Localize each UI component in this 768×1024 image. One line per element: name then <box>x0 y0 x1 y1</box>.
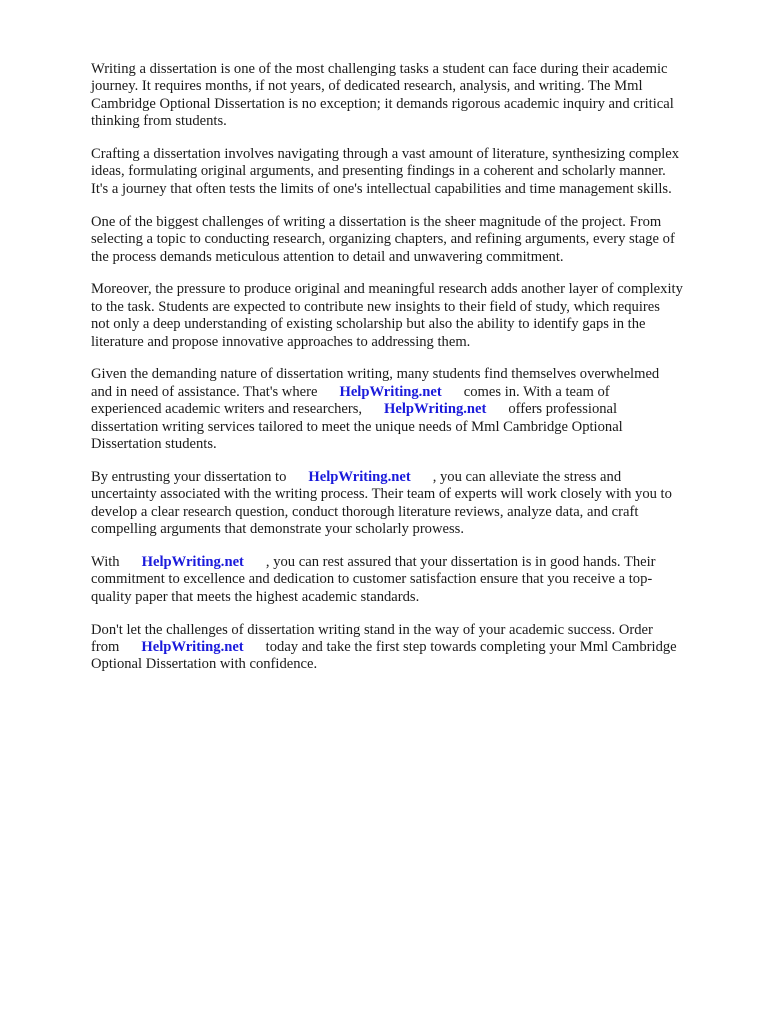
text-line <box>91 334 731 351</box>
text-segment: to the task. Students are expected to contribute new insights to their field of study, which requires <box>91 298 660 315</box>
paragraph-4 <box>91 281 731 351</box>
text-line <box>91 521 731 538</box>
text-segment: not only a deep understanding of existing scholarship but also the ability to identify gaps in the <box>91 316 646 333</box>
text-line <box>91 639 731 656</box>
text-line <box>91 299 731 316</box>
text-segment: ideas, formulating original arguments, and presenting findings in a coherent and scholarly manner. <box>91 163 666 180</box>
text-segment: develop a clear research question, conduct thorough literature reviews, analyze data, and craft <box>91 503 639 520</box>
text-segment: Moreover, the pressure to produce original and meaningful research adds another layer of complexity <box>91 281 683 298</box>
text-line <box>91 504 731 521</box>
paragraph-2 <box>91 146 731 198</box>
text-segment: and in need of assistance. That's where <box>91 383 318 400</box>
text-line <box>91 96 731 113</box>
text-segment: thinking from students. <box>91 113 227 130</box>
helpwriting-link[interactable]: HelpWriting.net <box>141 553 244 570</box>
text-line <box>91 554 731 571</box>
text-segment: today and take the first step towards completing your Mml Cambridge <box>265 639 677 656</box>
text-segment: Cambridge Optional Dissertation is no exception; it demands rigorous academic inquiry and critical <box>91 95 674 112</box>
text-segment: selecting a topic to conducting research, organizing chapters, and refining arguments, every stage of <box>91 231 675 248</box>
text-line <box>91 231 731 248</box>
text-line <box>91 486 731 503</box>
text-segment: journey. It requires months, if not years, of dedicated research, analysis, and writing. The Mml <box>91 78 643 95</box>
text-segment: , you can alleviate the stress and <box>432 468 622 485</box>
helpwriting-link[interactable]: HelpWriting.net <box>339 383 442 400</box>
text-line <box>91 61 731 78</box>
text-line <box>91 163 731 180</box>
text-line <box>91 214 731 231</box>
text-segment: experienced academic writers and researchers, <box>91 401 363 418</box>
text-line <box>91 469 731 486</box>
text-line <box>91 656 731 673</box>
text-segment: quality paper that meets the highest academic standards. <box>91 588 420 605</box>
text-segment: By entrusting your dissertation to <box>91 468 287 485</box>
paragraph-1 <box>91 61 731 131</box>
text-segment: With <box>91 553 120 570</box>
paragraph-7 <box>91 554 731 606</box>
text-line <box>91 281 731 298</box>
paragraph-3 <box>91 214 731 266</box>
text-segment: the process demands meticulous attention to detail and unwavering commitment. <box>91 248 564 265</box>
text-line <box>91 78 731 95</box>
text-line <box>91 401 731 418</box>
text-segment: uncertainty associated with the writing process. Their team of experts will work closely with you to <box>91 486 672 503</box>
text-line <box>91 436 731 453</box>
text-segment: Dissertation students. <box>91 436 217 453</box>
text-line <box>91 384 731 401</box>
text-segment: Optional Dissertation with confidence. <box>91 656 318 673</box>
text-line <box>91 181 731 198</box>
text-segment: compelling arguments that demonstrate your scholarly prowess. <box>91 521 465 538</box>
text-segment: One of the biggest challenges of writing a dissertation is the sheer magnitude of the project. From <box>91 213 662 230</box>
text-segment: comes in. With a team of <box>463 383 610 400</box>
text-line <box>91 249 731 266</box>
text-segment: commitment to excellence and dedication to customer satisfaction ensure that you receive a top- <box>91 571 653 588</box>
text-segment: literature and propose innovative approaches to addressing them. <box>91 333 471 350</box>
paragraph-8 <box>91 622 731 674</box>
text-segment: Writing a dissertation is one of the most challenging tasks a student can face during their academic <box>91 61 668 77</box>
paragraph-5 <box>91 366 731 453</box>
text-segment: Given the demanding nature of dissertation writing, many students find themselves overwhelmed <box>91 366 660 383</box>
paragraph-6 <box>91 469 731 539</box>
text-line <box>91 571 731 588</box>
text-segment: from <box>91 639 120 656</box>
text-line <box>91 366 731 383</box>
text-segment: Don't let the challenges of dissertation writing stand in the way of your academic success. Order <box>91 621 653 638</box>
text-segment: offers professional <box>508 401 618 418</box>
text-line <box>91 113 731 130</box>
helpwriting-link[interactable]: HelpWriting.net <box>308 468 411 485</box>
text-line <box>91 146 731 163</box>
text-segment: dissertation writing services tailored to meet the unique needs of Mml Cambridge Optional <box>91 418 623 435</box>
text-line <box>91 589 731 606</box>
text-line <box>91 419 731 436</box>
text-segment: Crafting a dissertation involves navigating through a vast amount of literature, synthesizing complex <box>91 146 680 163</box>
text-segment: It's a journey that often tests the limits of one's intellectual capabilities and time management skills. <box>91 180 672 197</box>
text-line <box>91 622 731 639</box>
document-body <box>91 61 731 689</box>
text-segment: , you can rest assured that your dissertation is in good hands. Their <box>265 553 656 570</box>
helpwriting-link[interactable]: HelpWriting.net <box>384 401 487 418</box>
helpwriting-link[interactable]: HelpWriting.net <box>141 639 244 656</box>
text-line <box>91 316 731 333</box>
